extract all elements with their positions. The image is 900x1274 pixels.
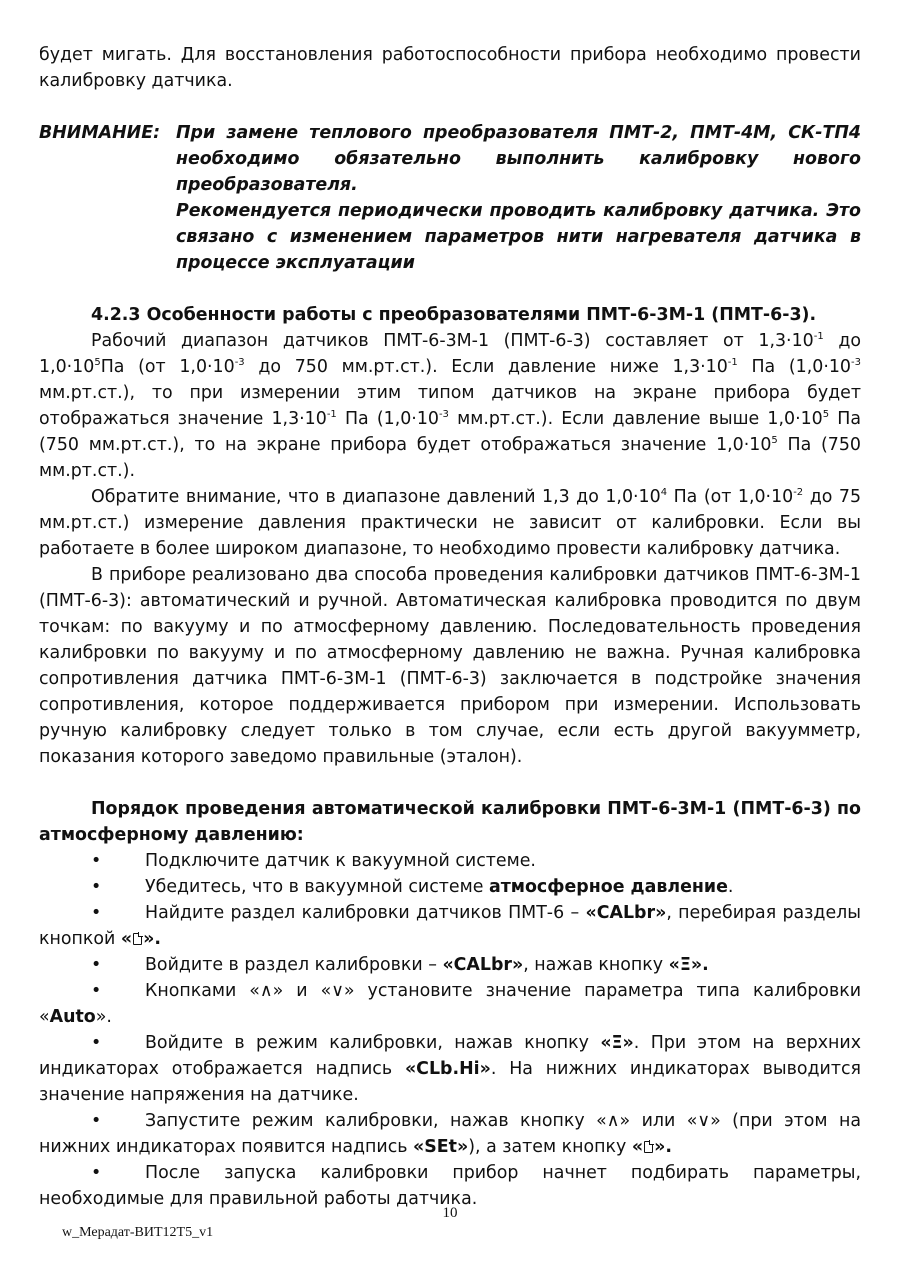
page-icon (133, 933, 142, 945)
document-id: w_Мерадат-ВИТ12Т5_v1 (62, 1225, 214, 1240)
procedure-heading: Порядок проведения автоматической калибровки ПМТ-6-3М-1 (ПМТ-6-3) по атмосферному давлению: (39, 799, 861, 845)
section-paragraph-3: В приборе реализовано два способа проведения калибровки датчиков ПМТ-6-3М-1 (ПМТ-6-3): автоматический и ручной. Автоматическая калибровка проводится по двум точкам: по вакууму и по атмосферному давлению. Последовательность проведения калибровки по вакууму и по атмосферному давлению не важна. Ручная калибровка сопротивления датчика ПМТ-6-3М-1 (ПМТ-6-3) заключается в подстройке значения сопротивления, которое поддерживается прибором при измерении. Использовать ручную калибровку следует только в том случае, если есть другой вакуумметр, показания которого заведомо правильные (эталон). (39, 565, 861, 767)
list-item: • Запустите режим калибровки, нажав кнопку «∧» или «∨» (при этом на нижних индикаторах появится надпись «SEt»), а затем кнопку « ». (39, 1108, 861, 1160)
list-item: • Найдите раздел калибровки датчиков ПМТ-6 – «CALbr», перебирая разделы кнопкой « ». (39, 900, 861, 952)
bullet-icon: • (91, 1111, 102, 1131)
list-item: • Кнопками «∧» и «∨» установите значение параметра типа калибровки «Auto». (39, 978, 861, 1030)
list-item: • После запуска калибровки прибор начнет подбирать параметры, необходимые для правильной работы датчика. (39, 1160, 861, 1212)
warning-block (39, 120, 861, 276)
list-item: • Войдите в режим калибровки, нажав кнопку «Ξ». При этом на верхних индикаторах отображается надпись «CLb.Hi». На нижних индикаторах выводится значение напряжения на датчике. (39, 1030, 861, 1108)
page-icon (644, 1141, 653, 1153)
procedure-steps (39, 848, 861, 1212)
warning-text-2: Рекомендуется периодически проводить калибровку датчика. Это связано с изменением параметров нити нагревателя датчика в процессе эксплуатации (176, 201, 861, 273)
list-item: • Убедитесь, что в вакуумной системе атмосферное давление. (39, 874, 861, 900)
section-paragraph-2: Обратите внимание, что в диапазоне давлений 1,3 до $1,0\cdot 10^4$ Па (от $1,0\cdot 10^{-2}$ до 75 мм.рт.ст.) измерение давления практически не зависит от калибровки. Если вы работаете в более широком диапазоне, то необходимо провести калибровку датчика. (39, 487, 862, 559)
bullet-icon: • (91, 1033, 102, 1053)
page-number: 10 (442, 1205, 458, 1221)
bullet-icon: • (91, 955, 102, 975)
warning-body (176, 120, 861, 276)
bullet-icon: • (91, 1163, 102, 1183)
warning-label: ВНИМАНИЕ: (39, 123, 161, 143)
bullet-icon: • (91, 903, 102, 923)
warning-text-1: При замене теплового преобразователя ПМТ-2, ПМТ-4М, СК-ТП4 необходимо обязательно выполнить калибровку нового преобразователя. (176, 123, 861, 195)
list-item: • Подключите датчик к вакуумной системе. (39, 848, 861, 874)
section-heading: 4.2.3 Особенности работы с преобразователями ПМТ-6-3М-1 (ПМТ-6-3). (91, 305, 817, 325)
bullet-icon: • (91, 851, 102, 871)
bullet-icon: • (91, 877, 102, 897)
intro-paragraph: будет мигать. Для восстановления работоспособности прибора необходимо провести калибровку датчика. (39, 45, 861, 91)
document-page (39, 42, 861, 1212)
section-paragraph-1: Рабочий диапазон датчиков ПМТ-6-3М-1 (ПМТ-6-3) составляет от $1,3\cdot 10^{-1}$ до $1,0\cdot 10^5Па$ (от $1,0\cdot 10^{-3}$ до 750 мм.рт.ст.). Если давление ниже $1,3\cdot 10^{-1}$ Па ($1,0\cdot 10^{-3}$ мм.рт.ст.), то при измерении этим типом датчиков на экране прибора будет отображаться значение $1,3\cdot 10^{-1}$ Па ($1,0\cdot 10^{-3}$ мм.рт.ст.). Если давление выше $1,0\cdot 10^5$ Па (750 мм.рт.ст.), то на экране прибора будет отображаться значение $1,0\cdot 10^5$ Па (750 мм.рт.ст.). (39, 331, 862, 481)
bullet-icon: • (91, 981, 102, 1001)
list-item: • Войдите в раздел калибровки – «CALbr», нажав кнопку «Ξ». (39, 952, 861, 978)
